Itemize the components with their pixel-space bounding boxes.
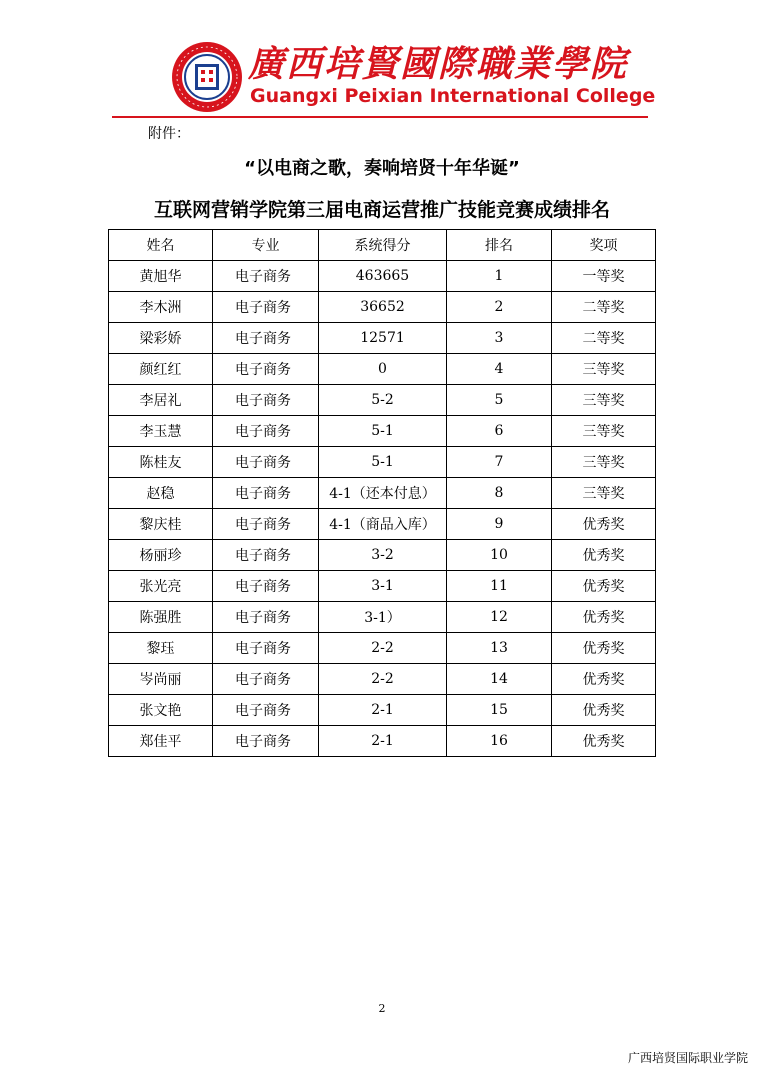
table-row	[109, 509, 656, 540]
cell-major: 电子商务	[213, 261, 319, 292]
table-row	[109, 385, 656, 416]
cell-award: 优秀奖	[552, 509, 656, 540]
table-row	[109, 478, 656, 509]
column-header-rank: 排名	[447, 230, 552, 261]
cell-award: 优秀奖	[552, 664, 656, 695]
cell-score: 4-1（还本付息）	[319, 478, 447, 509]
slogan: “以电商之歌，奏响培贤十年华诞”	[244, 158, 520, 179]
cell-rank: 16	[447, 726, 552, 757]
cell-name: 李木洲	[109, 292, 213, 323]
cell-score: 3-1	[319, 571, 447, 602]
table-row	[109, 726, 656, 757]
attachment-label: 附件：	[148, 126, 190, 142]
cell-score: 3-2	[319, 540, 447, 571]
column-header-name: 姓名	[109, 230, 213, 261]
cell-award: 优秀奖	[552, 695, 656, 726]
cell-major: 电子商务	[213, 540, 319, 571]
page-number: 2	[378, 1002, 386, 1015]
table-row	[109, 571, 656, 602]
cell-rank: 14	[447, 664, 552, 695]
cell-name: 黄旭华	[109, 261, 213, 292]
cell-award: 三等奖	[552, 385, 656, 416]
cell-major: 电子商务	[213, 323, 319, 354]
cell-name: 赵稳	[109, 478, 213, 509]
cell-score: 2-1	[319, 695, 447, 726]
cell-major: 电子商务	[213, 416, 319, 447]
table-row	[109, 447, 656, 478]
table-row	[109, 695, 656, 726]
cell-rank: 2	[447, 292, 552, 323]
college-header	[170, 38, 656, 118]
table-row	[109, 323, 656, 354]
cell-major: 电子商务	[213, 292, 319, 323]
footer-college-name: 广西培贤国际职业学院	[627, 1051, 748, 1065]
cell-major: 电子商务	[213, 571, 319, 602]
cell-award: 三等奖	[552, 478, 656, 509]
cell-major: 电子商务	[213, 695, 319, 726]
table-row	[109, 540, 656, 571]
cell-name: 颜红红	[109, 354, 213, 385]
cell-name: 李玉慧	[109, 416, 213, 447]
college-seal-icon	[170, 40, 244, 114]
table-row	[109, 664, 656, 695]
cell-award: 二等奖	[552, 323, 656, 354]
column-header-score: 系统得分	[319, 230, 447, 261]
cell-score: 0	[319, 354, 447, 385]
cell-score: 2-2	[319, 664, 447, 695]
cell-major: 电子商务	[213, 664, 319, 695]
table-row	[109, 354, 656, 385]
cell-score: 2-2	[319, 633, 447, 664]
table-row	[109, 416, 656, 447]
cell-score: 463665	[319, 261, 447, 292]
cell-rank: 10	[447, 540, 552, 571]
cell-name: 黎庆桂	[109, 509, 213, 540]
cell-score: 36652	[319, 292, 447, 323]
cell-score: 3-1）	[319, 602, 447, 633]
table-row	[109, 261, 656, 292]
cell-name: 张文艳	[109, 695, 213, 726]
table-row	[109, 292, 656, 323]
cell-rank: 6	[447, 416, 552, 447]
cell-rank: 7	[447, 447, 552, 478]
cell-award: 优秀奖	[552, 602, 656, 633]
cell-name: 李居礼	[109, 385, 213, 416]
cell-name: 张光亮	[109, 571, 213, 602]
ranking-table	[108, 229, 656, 757]
column-header-award: 奖项	[552, 230, 656, 261]
cell-score: 12571	[319, 323, 447, 354]
cell-score: 5-1	[319, 447, 447, 478]
college-name-en: Guangxi Peixian International College	[250, 85, 656, 107]
cell-major: 电子商务	[213, 602, 319, 633]
cell-name: 陈桂友	[109, 447, 213, 478]
cell-rank: 15	[447, 695, 552, 726]
cell-rank: 12	[447, 602, 552, 633]
table-body	[109, 261, 656, 757]
cell-major: 电子商务	[213, 447, 319, 478]
cell-rank: 4	[447, 354, 552, 385]
cell-major: 电子商务	[213, 633, 319, 664]
cell-major: 电子商务	[213, 509, 319, 540]
cell-score: 5-2	[319, 385, 447, 416]
cell-award: 优秀奖	[552, 726, 656, 757]
cell-score: 2-1	[319, 726, 447, 757]
cell-name: 郑佳平	[109, 726, 213, 757]
table-row	[109, 602, 656, 633]
cell-award: 二等奖	[552, 292, 656, 323]
cell-major: 电子商务	[213, 478, 319, 509]
cell-award: 三等奖	[552, 447, 656, 478]
cell-name: 杨丽珍	[109, 540, 213, 571]
cell-major: 电子商务	[213, 726, 319, 757]
cell-score: 5-1	[319, 416, 447, 447]
cell-rank: 9	[447, 509, 552, 540]
column-header-major: 专业	[213, 230, 319, 261]
document-title: 互联网营销学院第三届电商运营推广技能竞赛成绩排名	[153, 199, 610, 221]
cell-rank: 1	[447, 261, 552, 292]
cell-award: 三等奖	[552, 354, 656, 385]
cell-rank: 11	[447, 571, 552, 602]
cell-rank: 8	[447, 478, 552, 509]
cell-award: 优秀奖	[552, 540, 656, 571]
cell-award: 优秀奖	[552, 633, 656, 664]
cell-award: 优秀奖	[552, 571, 656, 602]
cell-rank: 13	[447, 633, 552, 664]
table-header-row	[109, 230, 656, 261]
table-row	[109, 633, 656, 664]
cell-major: 电子商务	[213, 385, 319, 416]
cell-major: 电子商务	[213, 354, 319, 385]
header-divider	[112, 116, 648, 118]
cell-name: 梁彩娇	[109, 323, 213, 354]
cell-name: 黎珏	[109, 633, 213, 664]
cell-score: 4-1（商品入库）	[319, 509, 447, 540]
cell-award: 一等奖	[552, 261, 656, 292]
cell-rank: 3	[447, 323, 552, 354]
cell-rank: 5	[447, 385, 552, 416]
cell-award: 三等奖	[552, 416, 656, 447]
college-name-cn: 廣西培賢國際職業學院	[248, 43, 629, 85]
cell-name: 陈强胜	[109, 602, 213, 633]
cell-name: 岑尚丽	[109, 664, 213, 695]
